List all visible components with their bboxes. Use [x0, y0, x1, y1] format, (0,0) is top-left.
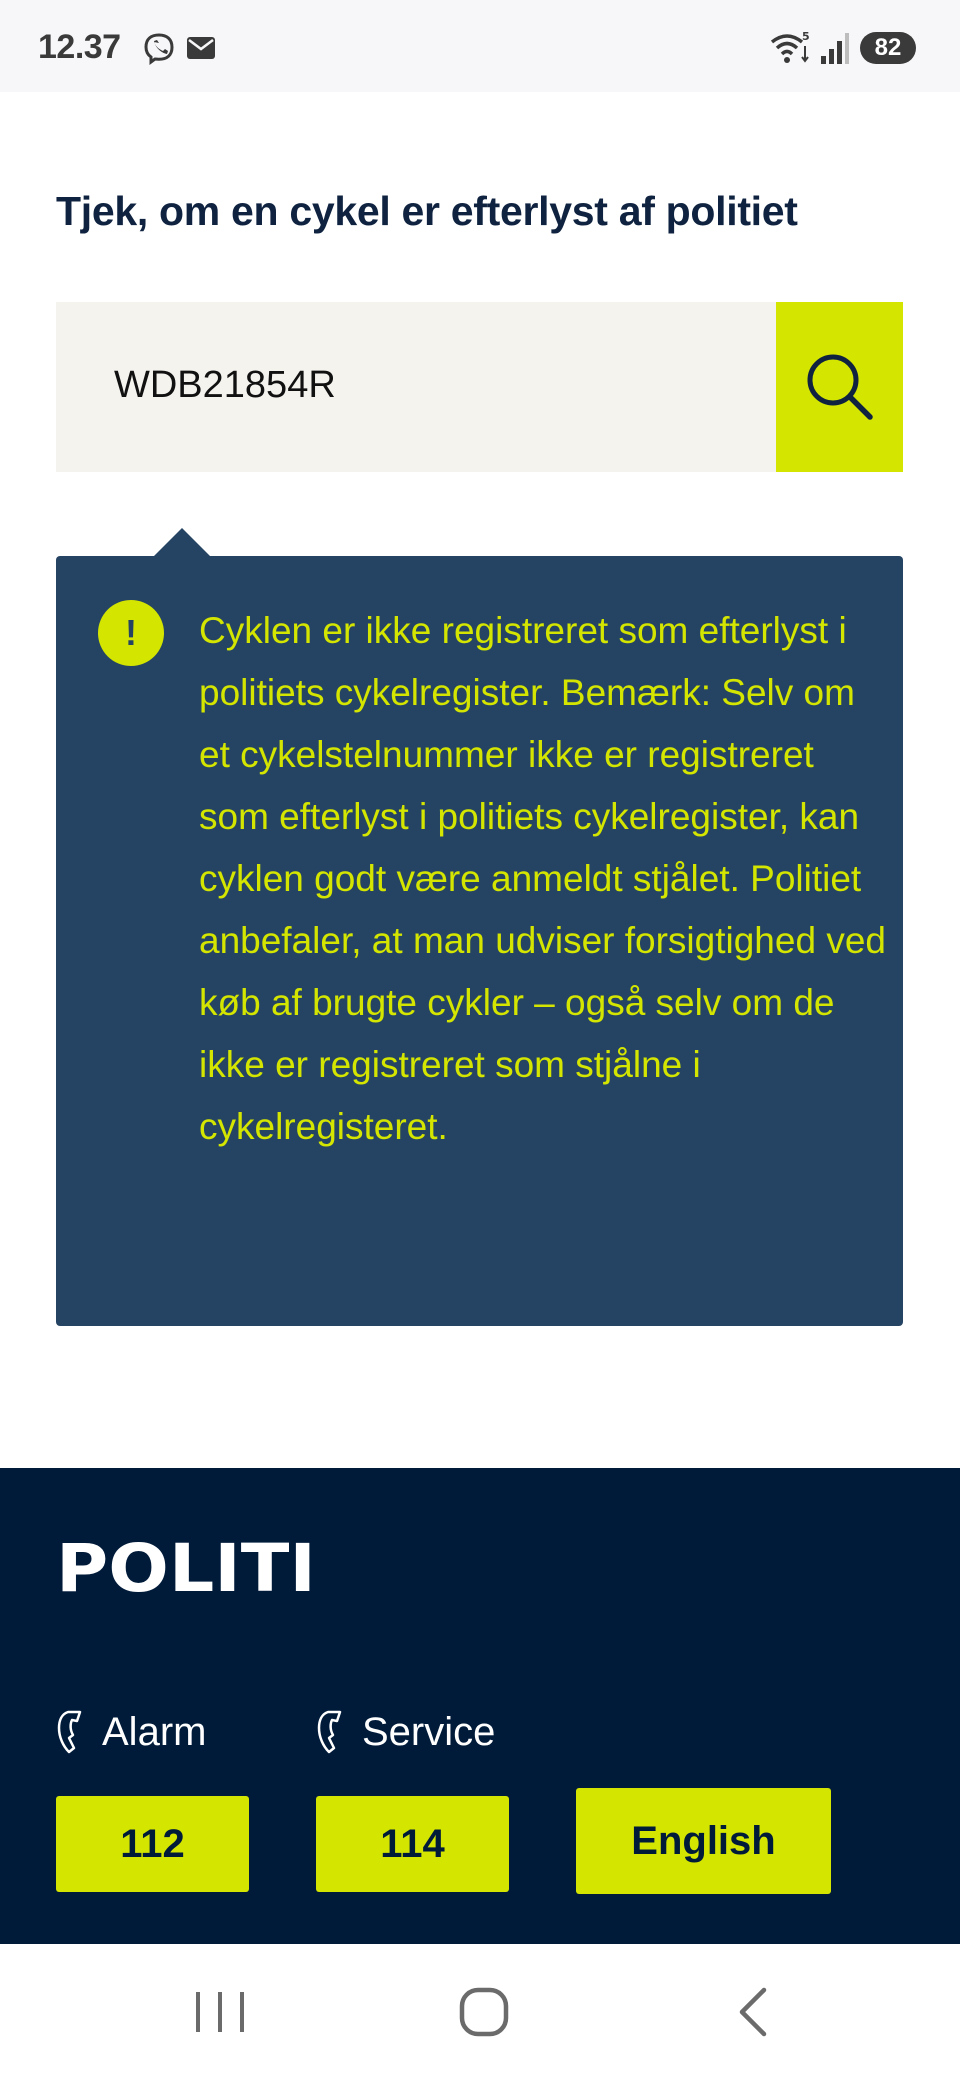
- status-time: 12.37: [38, 28, 121, 66]
- mail-icon: [186, 36, 216, 60]
- search-input[interactable]: [56, 302, 776, 472]
- footer: [0, 1468, 960, 1944]
- page-title: Tjek, om en cykel er efterlyst af politiet: [56, 188, 798, 234]
- wifi-5g-icon: [770, 30, 812, 66]
- phone-icon: [316, 1708, 348, 1756]
- result-message-box: [56, 556, 903, 1326]
- recents-icon[interactable]: [190, 1984, 250, 2040]
- search-icon: [800, 347, 880, 427]
- search-input-value[interactable]: WDB21854R: [114, 364, 336, 406]
- alarm-label: [56, 1708, 206, 1756]
- system-nav-bar: [0, 1944, 960, 2080]
- exclamation-icon: !: [98, 600, 164, 666]
- viber-icon: [142, 32, 176, 66]
- call-112-button[interactable]: 112: [56, 1796, 249, 1892]
- service-label-text: Service: [362, 1709, 496, 1754]
- service-label: [316, 1708, 495, 1756]
- call-114-button[interactable]: 114: [316, 1796, 509, 1892]
- search-button[interactable]: [776, 302, 903, 472]
- signal-icon: [820, 32, 850, 64]
- back-icon[interactable]: [730, 1984, 778, 2040]
- result-message: Cyklen er ikke registreret som efterlyst i politiets cykelregister. Bemærk: Selv om et cykelstelnummer ikke er registreret som efterlyst i politiets cykelregister, kan cyklen godt være anmeldt stjålet. Politiet anbefaler, at man udviser forsigtighed ved køb af brugte cykler – også selv om de ikke er registreret som stjålne i cykelregisteret.: [199, 610, 886, 1147]
- politi-logo: POLITI: [56, 1530, 316, 1607]
- status-bar: [0, 0, 960, 92]
- english-button[interactable]: English: [576, 1788, 831, 1894]
- home-icon[interactable]: [456, 1984, 512, 2040]
- battery-indicator: 82: [860, 32, 916, 64]
- alarm-label-text: Alarm: [102, 1709, 207, 1754]
- svg-text:5: 5: [802, 30, 810, 43]
- result-pointer: [154, 528, 210, 556]
- phone-icon: [56, 1708, 88, 1756]
